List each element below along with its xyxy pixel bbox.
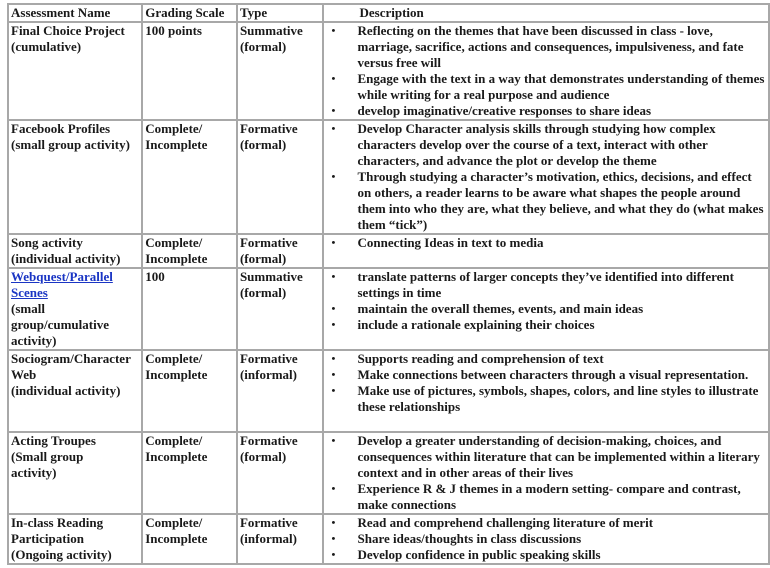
bullet-icon: • <box>331 517 336 529</box>
description-cell <box>323 268 770 350</box>
table-row <box>8 234 769 268</box>
bullet-text: develop imaginative/creative responses to share ideas <box>357 103 652 118</box>
description-list <box>326 515 767 563</box>
assessment-name: Sociogram/Character Web <box>11 351 131 382</box>
grading-scale-sub: Incomplete <box>145 251 208 266</box>
list-item <box>331 317 767 333</box>
assessment-name-cell <box>8 234 142 268</box>
type-cell <box>237 350 323 432</box>
grading-scale: Complete/ <box>145 433 203 448</box>
grading-scale: Complete/ <box>145 515 203 530</box>
bullet-icon: • <box>331 435 336 447</box>
list-item <box>331 351 767 367</box>
grading-scale-cell <box>142 268 237 350</box>
assessment-name: Final Choice Project <box>11 23 125 38</box>
grading-scale-cell <box>142 120 237 234</box>
bullet-text: Develop confidence in public speaking skills <box>357 547 601 562</box>
description-cell <box>323 22 770 120</box>
list-item <box>331 481 767 513</box>
assessment-name-cell <box>8 120 142 234</box>
assessment-type: Summative <box>239 269 303 284</box>
assessment-name: In-class Reading Participation <box>11 515 104 546</box>
grading-scale: Complete/ <box>145 235 203 250</box>
assessment-subtitle: (individual activity) <box>11 251 121 266</box>
assessment-subtitle: (cumulative) <box>11 39 82 54</box>
table-row <box>8 514 769 564</box>
type-cell <box>237 432 323 514</box>
bullet-icon: • <box>331 171 336 183</box>
list-item <box>331 433 767 481</box>
table-row <box>8 22 769 120</box>
bullet-text: Through studying a character’s motivation, ethics, decisions, and effect on others, a reader learns to be aware what shapes the people around them into who they are, what they believe, and what they do (what makes them “tick”) <box>357 169 764 232</box>
bullet-icon: • <box>331 549 336 561</box>
list-item <box>331 269 767 301</box>
assessment-name-cell <box>8 350 142 432</box>
table-row <box>8 350 769 432</box>
assessment-subtitle: (Ongoing activity) <box>11 547 112 562</box>
assessment-name-cell <box>8 22 142 120</box>
list-item <box>331 531 767 547</box>
bullet-text: Reflecting on the themes that have been discussed in class - love, marriage, sacrifice, actions and consequences, impulsiveness, and fate versus free will <box>357 23 744 70</box>
bullet-icon: • <box>331 319 336 331</box>
bullet-text: Read and comprehend challenging literature of merit <box>357 515 654 530</box>
bullet-icon: • <box>331 369 336 381</box>
description-list <box>326 269 767 333</box>
type-cell <box>237 234 323 268</box>
grading-scale-cell <box>142 350 237 432</box>
description-list <box>326 433 767 513</box>
type-cell <box>237 514 323 564</box>
grading-scale-cell <box>142 432 237 514</box>
grading-scale-cell <box>142 22 237 120</box>
webquest-link[interactable]: Webquest/Parallel Scenes <box>11 269 113 300</box>
list-item <box>331 71 767 103</box>
assessment-name: Facebook Profiles <box>11 121 111 136</box>
assessment-type: Formative <box>239 235 298 250</box>
assessment-name: Song activity <box>11 235 83 250</box>
header-grading-scale: Grading Scale <box>142 4 237 22</box>
description-cell <box>323 350 770 432</box>
assessment-subtitle: (small group activity) <box>11 137 130 152</box>
table-row <box>8 268 769 350</box>
assessment-type-sub: (informal) <box>239 531 297 546</box>
bullet-text: maintain the overall themes, events, and main ideas <box>357 301 644 316</box>
assessment-table <box>7 3 770 565</box>
description-cell <box>323 432 770 514</box>
assessment-type: Formative <box>239 351 298 366</box>
bullet-icon: • <box>331 533 336 545</box>
assessment-type: Formative <box>239 433 298 448</box>
list-item <box>331 301 767 317</box>
bullet-text: Supports reading and comprehension of text <box>357 351 604 366</box>
description-cell <box>323 234 770 268</box>
bullet-text: include a rationale explaining their choices <box>357 317 595 332</box>
assessment-type-sub: (formal) <box>239 137 287 152</box>
bullet-icon: • <box>331 353 336 365</box>
header-row <box>8 4 769 22</box>
assessment-name-cell <box>8 514 142 564</box>
bullet-text: Develop Character analysis skills through studying how complex characters develop over the course of a text, interact with other characters, and advance the plot or develop the theme <box>357 121 716 168</box>
bullet-icon: • <box>331 105 336 117</box>
bullet-text: Make connections between characters through a visual representation. <box>357 367 749 382</box>
bullet-icon: • <box>331 237 336 249</box>
grading-scale: Complete/ <box>145 121 203 136</box>
grading-scale-sub: Incomplete <box>145 531 208 546</box>
assessment-type-sub: (formal) <box>239 251 287 266</box>
bullet-icon: • <box>331 123 336 135</box>
header-description: Description <box>323 4 770 22</box>
bullet-text: Share ideas/thoughts in class discussions <box>357 531 582 546</box>
table-row <box>8 432 769 514</box>
list-item <box>331 121 767 169</box>
list-item <box>331 515 767 531</box>
assessment-type: Summative <box>239 23 303 38</box>
list-item <box>331 23 767 71</box>
grading-scale-cell <box>142 514 237 564</box>
assessment-type: Formative <box>239 121 298 136</box>
grading-scale-sub: Incomplete <box>145 449 208 464</box>
assessment-type-sub: (formal) <box>239 285 287 300</box>
assessment-subtitle: (small group/cumulative activity) <box>11 301 109 348</box>
grading-scale: 100 <box>145 269 165 284</box>
bullet-icon: • <box>331 271 336 283</box>
description-cell <box>323 120 770 234</box>
description-list <box>326 235 767 251</box>
description-list <box>326 121 767 233</box>
header-type: Type <box>237 4 323 22</box>
list-item <box>331 103 767 119</box>
header-assessment-name: Assessment Name <box>8 4 142 22</box>
bullet-icon: • <box>331 483 336 495</box>
description-list <box>326 23 767 119</box>
type-cell <box>237 120 323 234</box>
bullet-text: Connecting Ideas in text to media <box>357 235 544 250</box>
grading-scale: Complete/ <box>145 351 203 366</box>
assessment-subtitle: (individual activity) <box>11 383 121 398</box>
grading-scale-sub: Incomplete <box>145 367 208 382</box>
bullet-icon: • <box>331 25 336 37</box>
assessment-type-sub: (formal) <box>239 449 287 464</box>
grading-scale: 100 points <box>145 23 202 38</box>
bullet-text: Develop a greater understanding of decision-making, choices, and consequences within literature that can be implemented within a literary context and in other areas of their lives <box>357 433 760 480</box>
grading-scale-sub: Incomplete <box>145 137 208 152</box>
assessment-name: Acting Troupes <box>11 433 96 448</box>
assessment-type-sub: (informal) <box>239 367 297 382</box>
grading-scale-cell <box>142 234 237 268</box>
bullet-icon: • <box>331 385 336 397</box>
list-item <box>331 547 767 563</box>
assessment-subtitle: (Small group activity) <box>11 449 84 480</box>
assessment-type: Formative <box>239 515 298 530</box>
assessment-name-cell <box>8 432 142 514</box>
bullet-icon: • <box>331 303 336 315</box>
bullet-text: Experience R & J themes in a modern setting- compare and contrast, make connections <box>357 481 741 512</box>
assessment-type-sub: (formal) <box>239 39 287 54</box>
bullet-text: Engage with the text in a way that demonstrates understanding of themes while writing for a real purpose and audience <box>357 71 765 102</box>
type-cell <box>237 22 323 120</box>
type-cell <box>237 268 323 350</box>
list-item <box>331 169 767 233</box>
list-item <box>331 383 767 415</box>
list-item <box>331 367 767 383</box>
description-cell <box>323 514 770 564</box>
bullet-text: translate patterns of larger concepts they’ve identified into different settings in time <box>357 269 734 300</box>
assessment-name-cell <box>8 268 142 350</box>
bullet-text: Make use of pictures, symbols, shapes, colors, and line styles to illustrate these relationships <box>357 383 759 414</box>
table-row <box>8 120 769 234</box>
list-item <box>331 235 767 251</box>
bullet-icon: • <box>331 73 336 85</box>
description-list <box>326 351 767 415</box>
